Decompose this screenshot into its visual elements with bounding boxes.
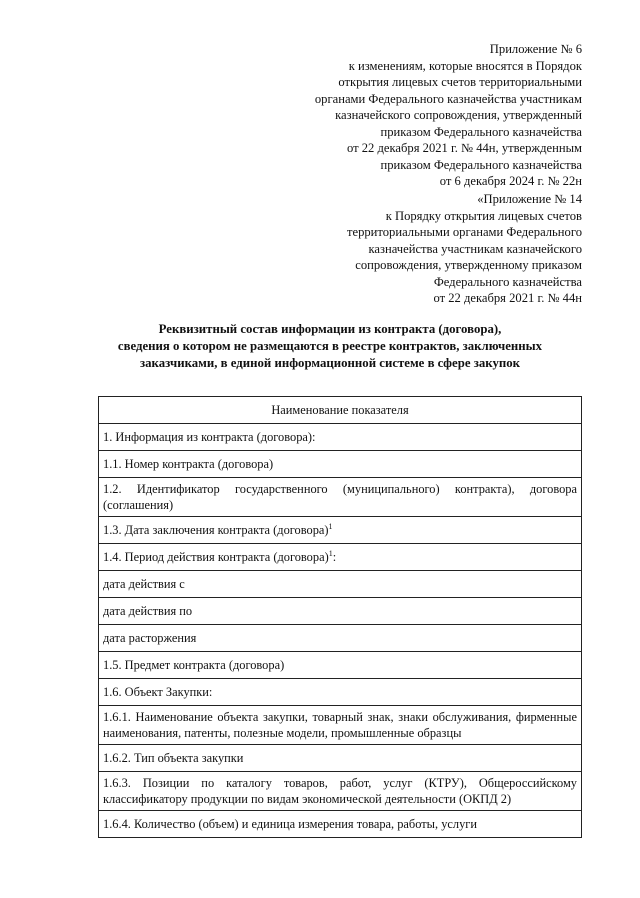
appendix-6-line: приказом Федерального казначейства: [380, 124, 582, 139]
table-row: [99, 571, 582, 598]
footnote-mark: 1: [328, 521, 333, 531]
table-header-row: [99, 397, 582, 424]
table-row: [99, 745, 582, 772]
table-cell: дата действия с: [99, 571, 582, 598]
footnote-mark: 1: [328, 548, 333, 558]
table-cell: дата расторжения: [99, 625, 582, 652]
appendix-6-line: к изменениям, которые вносятся в Порядок: [348, 58, 582, 73]
table-cell: 1.1. Номер контракта (договора): [99, 451, 582, 478]
table-row: [99, 652, 582, 679]
table-row: [99, 478, 582, 517]
appendix-6-line: органами Федерального казначейства участникам: [314, 91, 582, 106]
table-cell: 1.6.3. Позиции по каталогу товаров, работ, услуг (КТРУ), Общероссийскому классификатору продукции по видам экономической деятельности (ОКПД 2): [99, 772, 582, 811]
table-row: [99, 598, 582, 625]
appendix-14-line: территориальными органами Федерального: [346, 225, 582, 239]
colon: :: [332, 550, 337, 564]
appendix-6-line: открытия лицевых счетов территориальными: [338, 75, 582, 89]
appendix-14-header: [347, 191, 582, 307]
table-cell: дата действия по: [99, 598, 582, 625]
appendix-6-line: приказом Федерального казначейства: [380, 157, 582, 172]
appendix-14-line: к Порядку открытия лицевых счетов: [385, 208, 582, 223]
table-row: [99, 544, 582, 571]
appendix-14-line: сопровождения, утвержденному приказом: [355, 258, 582, 272]
cell-text: 1.4. Период действия контракта (договора): [103, 550, 329, 564]
table-cell: 1.6.1. Наименование объекта закупки, товарный знак, знаки обслуживания, фирменные наименования, патенты, полезные модели, промышленные образцы: [99, 706, 582, 745]
table-row: [99, 451, 582, 478]
appendix-6-header: [315, 41, 582, 190]
appendix-14-line: Федерального казначейства: [433, 274, 582, 289]
document-title: [60, 321, 600, 372]
appendix-6-line: от 22 декабря 2021 г. № 44н, утвержденным: [346, 141, 582, 155]
appendix-6-line: от 6 декабря 2024 г. № 22н: [439, 174, 582, 188]
appendix-6-line: казначейского сопровождения, утвержденный: [335, 108, 582, 122]
table-cell: 1.6.2. Тип объекта закупки: [99, 745, 582, 772]
table-row: [99, 424, 582, 451]
table-row: [99, 625, 582, 652]
title-line: Реквизитный состав информации из контракта (договора),: [158, 322, 502, 336]
table-cell: 1.2. Идентификатор государственного (муниципального) контракта), договора (соглашения): [99, 478, 582, 517]
cell-text: 1.3. Дата заключения контракта (договора): [103, 523, 329, 537]
appendix-14-line: «Приложение № 14: [477, 192, 582, 206]
title-line: сведения о котором не размещаются в реестре контрактов, заключенных: [117, 339, 543, 353]
requisites-table: [98, 396, 582, 838]
table-cell: 1.6. Объект Закупки:: [99, 679, 582, 706]
table-cell: 1.6.4. Количество (объем) и единица измерения товара, работы, услуги: [99, 811, 582, 838]
table-row: [99, 517, 582, 544]
appendix-14-line: казначейства участникам казначейского: [368, 241, 582, 256]
table-cell: 1.5. Предмет контракта (договора): [99, 652, 582, 679]
table-row: [99, 706, 582, 745]
table-cell: 1. Информация из контракта (договора):: [99, 424, 582, 451]
table-cell: [99, 544, 582, 571]
table-row: [99, 679, 582, 706]
appendix-6-line: Приложение № 6: [489, 42, 582, 56]
table-header-cell: Наименование показателя: [99, 397, 582, 424]
table-row: [99, 772, 582, 811]
appendix-14-line: от 22 декабря 2021 г. № 44н: [433, 291, 582, 305]
table-row: [99, 811, 582, 838]
title-line: заказчиками, в единой информационной системе в сфере закупок: [139, 356, 520, 370]
table-cell: [99, 517, 582, 544]
